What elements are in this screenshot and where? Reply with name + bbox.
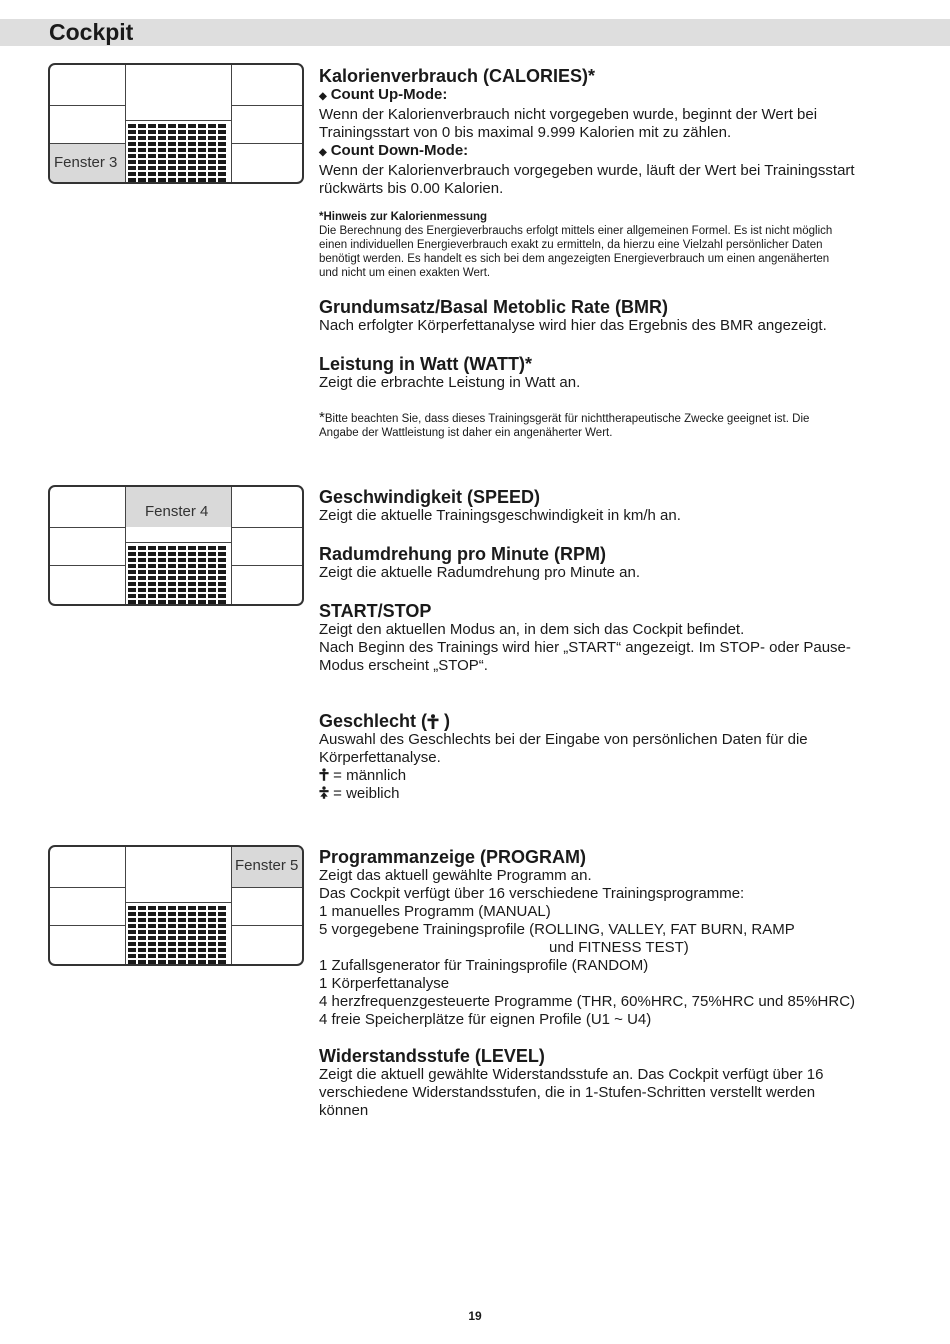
section-start-stop [319, 601, 851, 675]
watt-text: Zeigt die erbrachte Leistung in Watt an. [319, 374, 581, 391]
speed-text: Zeigt die aktuelle Trainingsgeschwindigkeit in km/h an. [319, 507, 681, 524]
watt-note-star: * [319, 409, 325, 426]
gender-text: Auswahl des Geschlechts bei der Eingabe von persönlichen Daten für die Körperfettanalyse. [319, 731, 808, 766]
section-level [319, 1046, 823, 1120]
program-line: Das Cockpit verfügt über 16 verschiedene Trainingsprogramme: [319, 885, 745, 902]
gender-female-line: = weiblich [319, 785, 808, 803]
page-number: 19 [468, 1309, 482, 1323]
display-diagram-window-5 [48, 845, 304, 966]
program-line: 1 Zufallsgenerator für Trainingsprofile (RANDOM) [319, 957, 649, 974]
watt-note [319, 411, 809, 440]
section-speed [319, 487, 681, 525]
program-line: 1 Körperfettanalyse [319, 975, 450, 992]
dot-matrix-display [128, 124, 228, 182]
window-4-label: Fenster 4 [145, 503, 209, 520]
window-3-highlight [50, 144, 125, 184]
watt-heading: Leistung in Watt (WATT)* [319, 354, 532, 374]
display-diagram-window-4 [48, 485, 304, 606]
level-heading: Widerstandsstufe (LEVEL) [319, 1046, 545, 1066]
rpm-text: Zeigt die aktuelle Radumdrehung pro Minute an. [319, 564, 641, 581]
program-line: und FITNESS TEST) [549, 939, 689, 956]
start-stop-text: Zeigt den aktuellen Modus an, in dem sich das Cockpit befindet. Nach Beginn des Trainings wird hier „START“ angezeigt. Im STOP- oder Pause- Modus erscheint „STOP“. [319, 621, 851, 674]
bmr-heading: Grundumsatz/Basal Metoblic Rate (BMR) [319, 297, 669, 317]
rpm-heading: Radumdrehung pro Minute (RPM) [319, 544, 606, 564]
count-down-title: ◆ Count Down-Mode: [319, 142, 469, 159]
calorie-note-text: Die Berechnung des Energieverbrauchs erfolgt mittels einer allgemeinen Formel. Es ist nicht möglich einen individuellen Energieverbrauch exakt zu ermitteln, da hierzu eine Vielzahl persönlicher Daten benötigt werden. Es handelt es sich bei dem angezeigten Energieverbrauch um einen angenäherten und nicht um einen exakten Wert. [319, 225, 833, 279]
female-figure-icon [319, 786, 329, 799]
program-line: 4 herzfrequenzgesteuerte Programme (THR, 60%HRC, 75%HRC und 85%HRC) [319, 993, 856, 1010]
program-line: 1 manuelles Programm (MANUAL) [319, 903, 551, 920]
dot-matrix-display [128, 546, 228, 604]
program-line: 4 freie Speicherplätze für eignen Profile (U1 ~ U4) [319, 1011, 652, 1028]
start-stop-heading: START/STOP [319, 601, 432, 621]
diamond-bullet-icon: ◆ [319, 147, 327, 158]
level-text: Zeigt die aktuell gewählte Widerstandsstufe an. Das Cockpit verfügt über 16 verschiedene Widerstandsstufen, die in 1-Stufen-Schritten verstellt werden können [319, 1066, 824, 1119]
dot-matrix-display [128, 906, 228, 964]
program-line: Zeigt das aktuell gewählte Programm an. [319, 867, 592, 884]
male-figure-icon [427, 714, 439, 729]
header-bar [0, 19, 950, 46]
program-line: 5 vorgegebene Trainingsprofile (ROLLING, VALLEY, FAT BURN, RAMP [319, 921, 795, 938]
bmr-text: Nach erfolgter Körperfettanalyse wird hier das Ergebnis des BMR angezeigt. [319, 317, 827, 334]
calorie-note [319, 210, 832, 280]
watt-note-text: Bitte beachten Sie, dass dieses Trainingsgerät für nichttherapeutische Zwecke geeignet ist. Die Angabe der Wattleistung ist daher ein angenäherter Wert. [319, 413, 810, 439]
calorie-note-title: *Hinweis zur Kalorienmessung [319, 211, 488, 223]
window-4-highlight [125, 487, 231, 527]
section-gender [319, 711, 808, 803]
gender-male-line: = männlich [319, 767, 808, 785]
section-bmr [319, 297, 827, 335]
male-figure-icon [319, 768, 329, 781]
section-watt [319, 354, 580, 392]
section-calories [319, 66, 855, 198]
window-5-highlight [231, 847, 304, 887]
section-rpm [319, 544, 640, 582]
count-down-text: Wenn der Kalorienverbrauch vorgegeben wurde, läuft der Wert bei Trainingsstart rückwärts bis 0.00 Kalorien. [319, 162, 855, 197]
count-up-title: ◆ Count Up-Mode: [319, 86, 448, 103]
speed-heading: Geschwindigkeit (SPEED) [319, 487, 541, 507]
window-5-label: Fenster 5 [235, 857, 299, 874]
page-title: Cockpit [49, 19, 134, 45]
display-diagram-window-3 [48, 63, 304, 184]
program-heading: Programmanzeige (PROGRAM) [319, 847, 587, 867]
window-3-label: Fenster 3 [54, 154, 118, 171]
diamond-bullet-icon: ◆ [319, 91, 327, 102]
gender-heading: Geschlecht ( ) [319, 711, 451, 731]
count-up-text: Wenn der Kalorienverbrauch nicht vorgegeben wurde, beginnt der Wert bei Trainingsstart von 0 bis maximal 9.999 Kalorien mit zu zählen. [319, 106, 818, 141]
calories-heading: Kalorienverbrauch (CALORIES)* [319, 66, 596, 86]
section-program [319, 847, 855, 1029]
